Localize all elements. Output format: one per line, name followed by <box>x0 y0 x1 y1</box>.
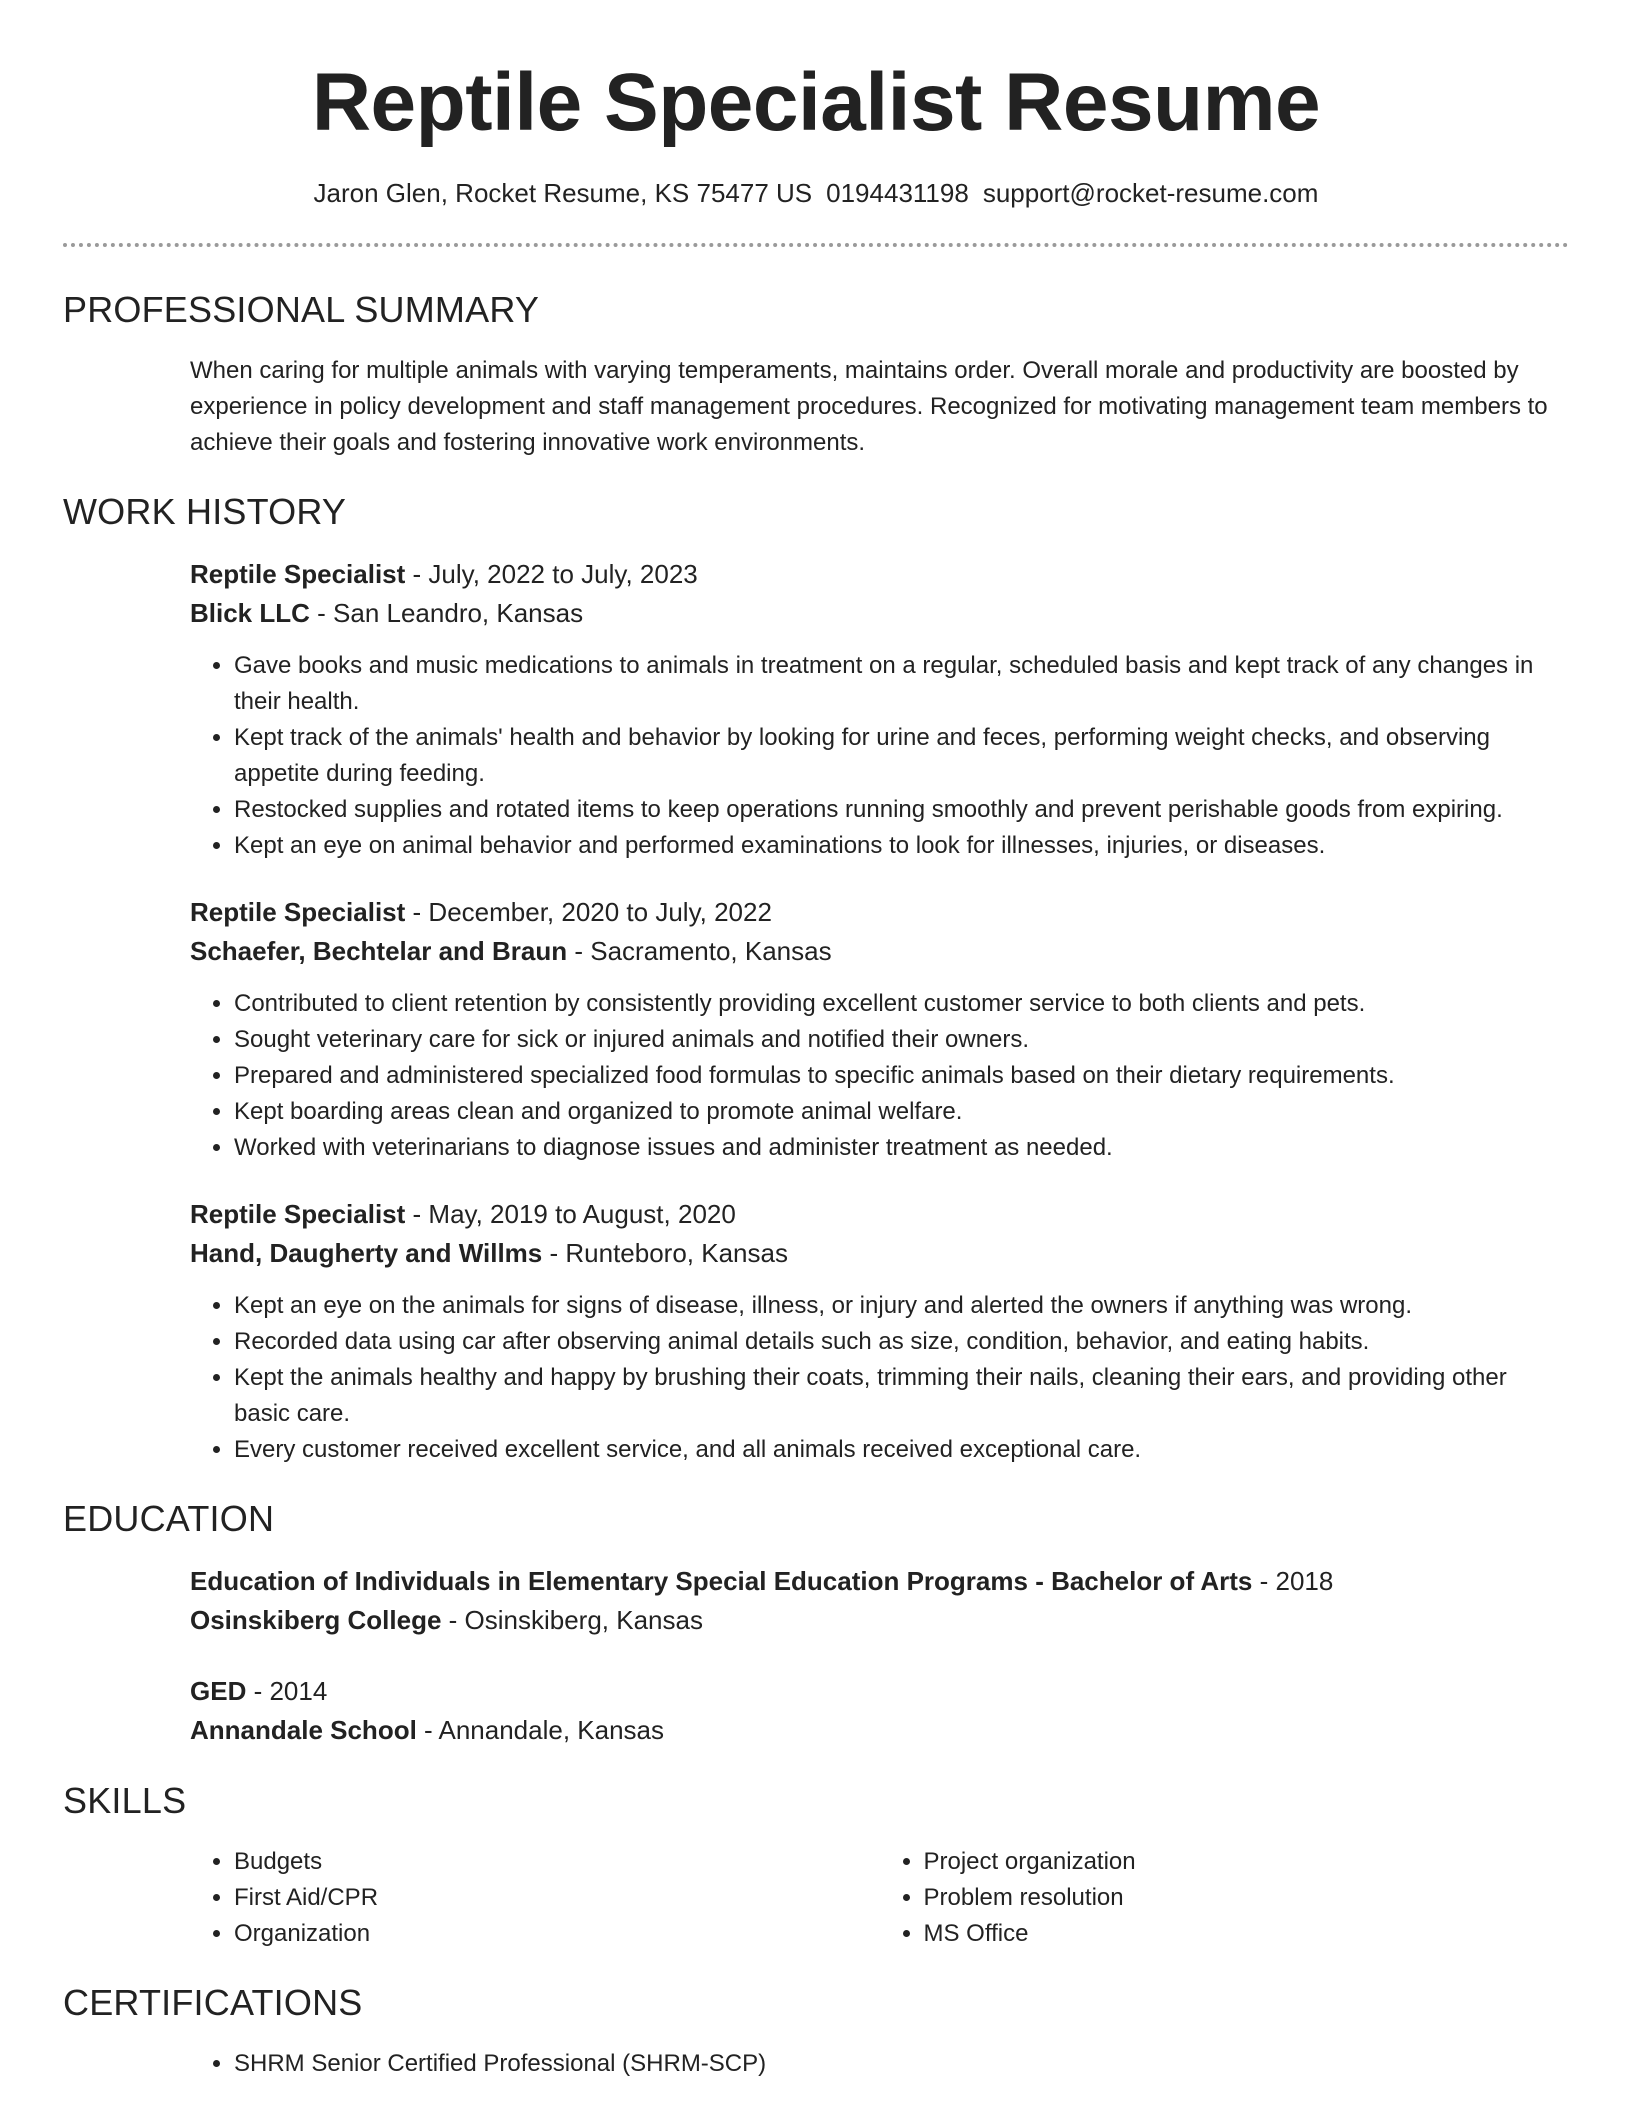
certification-item: • SHRM Senior Certified Professional (SHRM-SCP) <box>234 2046 1569 2082</box>
job-company-line <box>190 594 1569 633</box>
skill-item: • Project organization <box>924 1844 1570 1880</box>
education-school-line <box>190 1711 1569 1750</box>
work-history-heading: WORK HISTORY <box>63 491 347 533</box>
job-entry <box>0 893 1632 1166</box>
education-location: - Osinskiberg, Kansas <box>441 1605 703 1636</box>
contact-phone: 0194431198 <box>826 178 969 209</box>
summary-heading: PROFESSIONAL SUMMARY <box>63 289 540 331</box>
education-school-line <box>190 1601 1569 1640</box>
education-degree-line <box>190 1562 1569 1601</box>
education-year: - 2014 <box>246 1676 328 1707</box>
job-title-line <box>190 555 1569 594</box>
education-degree-line <box>190 1672 1569 1711</box>
education-entry <box>0 1562 1632 1640</box>
certifications-list <box>0 2046 1632 2082</box>
education-heading: EDUCATION <box>63 1498 275 1540</box>
job-bullet: • Kept an eye on animal behavior and performed examinations to look for illnesses, injuries, or diseases. <box>234 828 1569 864</box>
job-title-line <box>190 1195 1569 1234</box>
certifications-bullets <box>190 2046 1569 2082</box>
education-entry <box>0 1672 1632 1750</box>
job-title-line <box>190 893 1569 932</box>
education-location: - Annandale, Kansas <box>416 1715 664 1746</box>
skills-column-left <box>190 1844 880 1952</box>
job-company: Schaefer, Bechtelar and Braun <box>190 936 568 967</box>
job-bullet: • Recorded data using car after observing animal details such as size, condition, behavior, and eating habits. <box>234 1324 1569 1360</box>
job-bullet: • Restocked supplies and rotated items to keep operations running smoothly and prevent perishable goods from expiring. <box>234 792 1569 828</box>
header-divider <box>63 243 1569 247</box>
job-bullet: • Worked with veterinarians to diagnose issues and administer treatment as needed. <box>234 1130 1569 1166</box>
skill-item: • Budgets <box>234 1844 880 1880</box>
summary-text: When caring for multiple animals with varying temperaments, maintains order. Overall morale and productivity are boosted by experience in policy development and staff management procedures. Recognized for motivating management team members to achieve their goals and fostering innovative work environments. <box>190 357 1548 457</box>
job-bullet: • Prepared and administered specialized food formulas to specific animals based on their dietary requirements. <box>234 1058 1569 1094</box>
skill-item: • Organization <box>234 1916 880 1952</box>
skills-heading: SKILLS <box>63 1780 187 1822</box>
job-bullet: • Sought veterinary care for sick or injured animals and notified their owners. <box>234 1022 1569 1058</box>
job-dates: - December, 2020 to July, 2022 <box>405 897 772 928</box>
certifications-heading: CERTIFICATIONS <box>63 1982 363 2024</box>
job-bullet: • Kept track of the animals' health and behavior by looking for urine and feces, performing weight checks, and observing appetite during feeding. <box>234 720 1569 792</box>
education-school: Osinskiberg College <box>190 1605 442 1636</box>
job-bullet: • Kept the animals healthy and happy by brushing their coats, trimming their nails, cleaning their ears, and providing other basic care. <box>234 1360 1569 1432</box>
job-bullet: • Kept an eye on the animals for signs of disease, illness, or injury and alerted the owners if anything was wrong. <box>234 1288 1569 1324</box>
job-location: - San Leandro, Kansas <box>309 598 584 629</box>
education-year: - 2018 <box>1252 1566 1334 1597</box>
job-company-line <box>190 1234 1569 1273</box>
page-title: Reptile Specialist Resume <box>311 57 1321 148</box>
contact-email: support@rocket-resume.com <box>982 178 1319 209</box>
job-location: - Sacramento, Kansas <box>567 936 832 967</box>
contact-line <box>0 178 1632 209</box>
skill-item: • Problem resolution <box>924 1880 1570 1916</box>
job-location: - Runteboro, Kansas <box>542 1238 788 1269</box>
job-bullets <box>190 648 1569 864</box>
job-bullet: • Kept boarding areas clean and organized to promote animal welfare. <box>234 1094 1569 1130</box>
job-dates: - July, 2022 to July, 2023 <box>405 559 698 590</box>
job-bullet: • Every customer received excellent service, and all animals received exceptional care. <box>234 1432 1569 1468</box>
job-bullets <box>190 986 1569 1166</box>
job-company-line <box>190 932 1569 971</box>
contact-address: Jaron Glen, Rocket Resume, KS 75477 US <box>313 178 813 209</box>
education-school: Annandale School <box>190 1715 417 1746</box>
job-title: Reptile Specialist <box>190 559 406 590</box>
job-title: Reptile Specialist <box>190 897 406 928</box>
job-dates: - May, 2019 to August, 2020 <box>405 1199 736 1230</box>
skill-item: • MS Office <box>924 1916 1570 1952</box>
job-bullets <box>190 1288 1569 1468</box>
job-bullet: • Contributed to client retention by consistently providing excellent customer service to both clients and pets. <box>234 986 1569 1022</box>
job-bullet: • Gave books and music medications to animals in treatment on a regular, scheduled basis and kept track of any changes in their health. <box>234 648 1569 720</box>
education-degree: Education of Individuals in Elementary Special Education Programs - Bachelor of Arts <box>190 1566 1253 1597</box>
education-degree: GED <box>190 1676 247 1707</box>
job-company: Blick LLC <box>190 598 310 629</box>
skills-list <box>0 1844 1632 1952</box>
skills-column-right <box>880 1844 1570 1952</box>
skill-item: • First Aid/CPR <box>234 1880 880 1916</box>
job-entry <box>0 1195 1632 1468</box>
job-entry <box>0 555 1632 864</box>
job-title: Reptile Specialist <box>190 1199 406 1230</box>
job-company: Hand, Daugherty and Willms <box>190 1238 543 1269</box>
